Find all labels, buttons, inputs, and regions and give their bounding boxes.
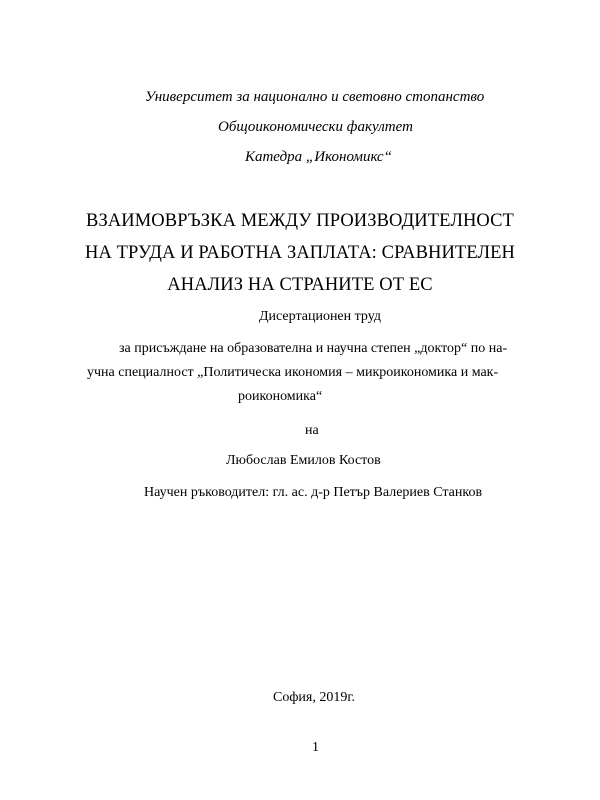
- place-and-year: София, 2019г.: [273, 690, 356, 705]
- degree-purpose-line-1: за присъждане на образователна и научна степен „доктор“ по на-: [119, 341, 508, 356]
- by-label: на: [305, 423, 319, 438]
- author-name: Любослав Емилов Костов: [226, 453, 381, 468]
- page-number: 1: [312, 740, 319, 755]
- document-type: Дисертационен труд: [259, 309, 381, 324]
- department-name: Катедра „Икономикс“: [245, 149, 392, 165]
- degree-purpose-line-3: роикономика“: [238, 389, 323, 404]
- title-line-2: НА ТРУДА И РАБОТНА ЗАПЛАТА: СРАВНИТЕЛЕН: [85, 243, 515, 263]
- university-name: Университет за национално и световно стопанство: [145, 89, 485, 105]
- title-line-1: ВЗАИМОВРЪЗКА МЕЖДУ ПРОИЗВОДИТЕЛНОСТ: [86, 211, 514, 231]
- title-line-3: АНАЛИЗ НА СТРАНИТЕ ОТ ЕС: [167, 275, 433, 295]
- faculty-name: Общоикономически факултет: [218, 119, 413, 135]
- scientific-supervisor: Научен ръководител: гл. ас. д-р Петър Валериев Станков: [144, 485, 483, 500]
- degree-purpose-line-2: учна специалност „Политическа икономия – микроикономика и мак-: [87, 365, 499, 380]
